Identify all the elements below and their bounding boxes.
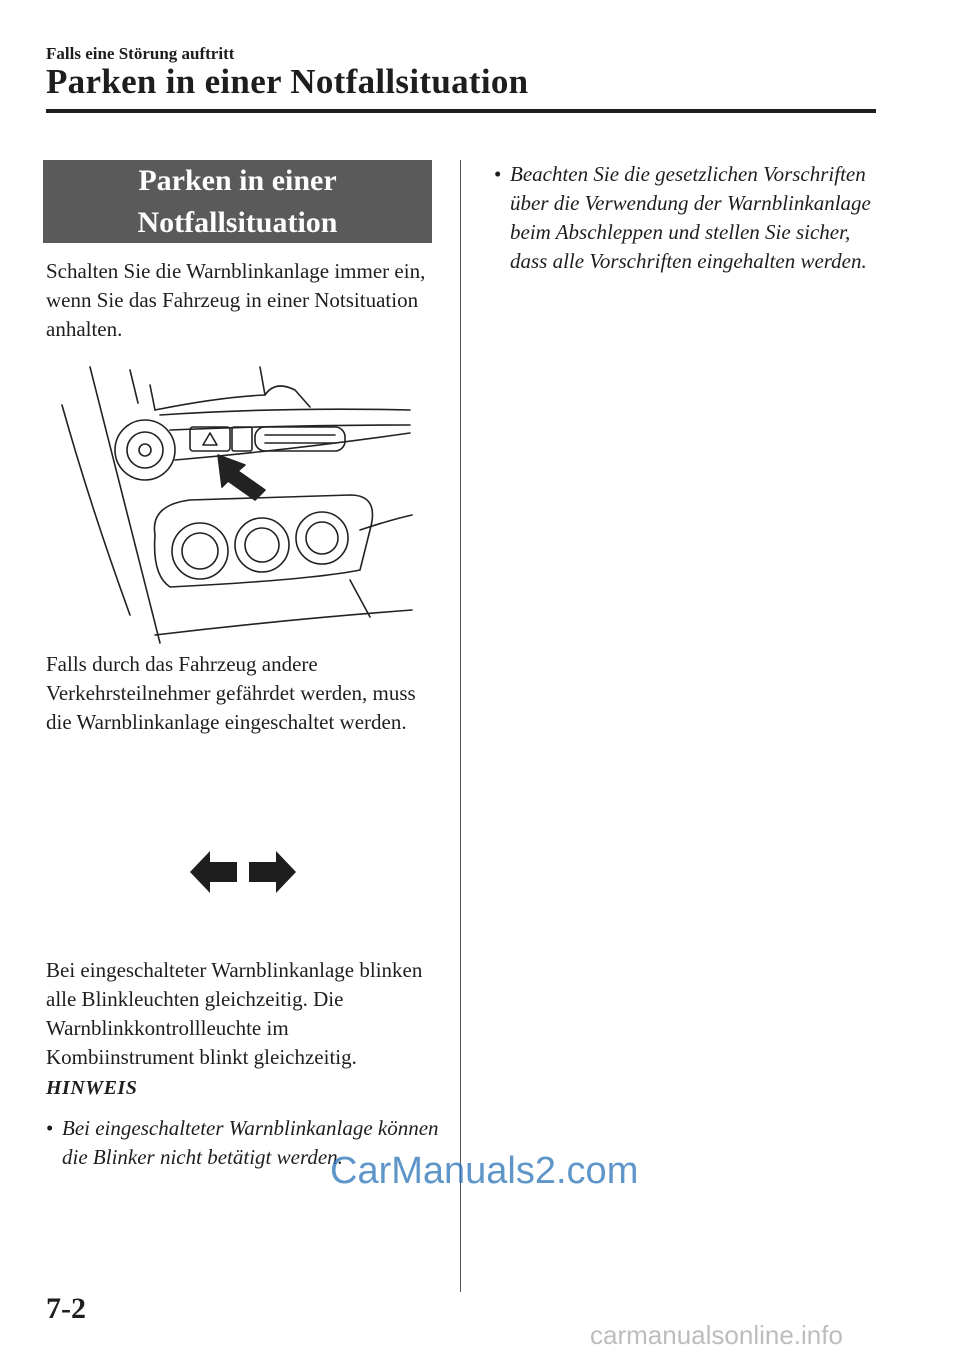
page-number: 7-2 (46, 1292, 86, 1325)
paragraph-danger: Falls durch das Fahrzeug andere Verkehrsteilnehmer gefährdet werden, muss die Warnblinkanlage eingeschaltet werden. (46, 652, 416, 734)
paragraph-hazard-on: Bei eingeschalteter Warnblinkanlage blinken alle Blinkleuchten gleichzeitig. Die Warnblinkkontrollleuchte im Kombiinstrument blinkt gleichzeitig. (46, 958, 423, 1069)
section-title-box (43, 160, 432, 243)
turn-signal-arrows-icon (190, 851, 296, 893)
section-title-line-1: Parken in einer (138, 164, 337, 197)
note-item (494, 160, 890, 276)
section-title-line-2: Notfallsituation (137, 206, 338, 239)
page-title: Parken in einer Notfallsituation (46, 62, 529, 101)
paragraph-intro: Schalten Sie die Warnblinkanlage immer ein, wenn Sie das Fahrzeug in einer Notsituation anhalten. (46, 259, 426, 341)
column-divider (460, 160, 461, 1292)
footer-site-label: carmanualsonline.info (590, 1320, 843, 1350)
chapter-label: Falls eine Störung auftritt (46, 44, 235, 63)
bullet-dot: • (494, 162, 502, 186)
note-item-text: Beachten Sie die gesetzlichen Vorschriften über die Verwendung der Warnblinkanlage beim Abschleppen und stellen Sie sicher, dass alle Vorschriften eingehalten werden. (510, 162, 871, 273)
dashboard-hazard-switch-illustration (60, 355, 415, 645)
watermark: CarManuals2.com (330, 1150, 639, 1192)
header-rule (46, 109, 876, 113)
note-heading: HINWEIS (46, 1077, 138, 1099)
bullet-dot: • (46, 1116, 54, 1140)
note-item-text: Bei eingeschalteter Warnblinkanlage können die Blinker nicht betätigt werden. (62, 1116, 439, 1169)
